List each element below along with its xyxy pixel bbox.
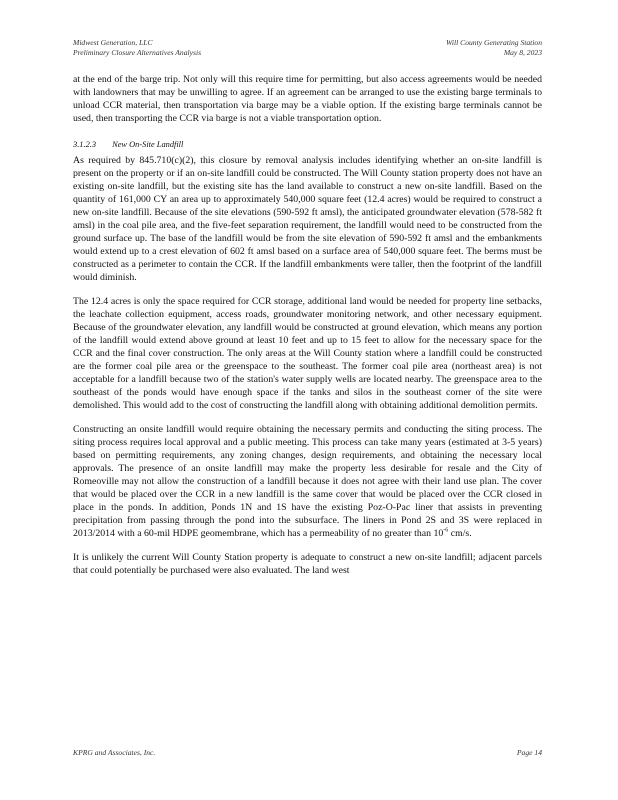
section-number: 3.1.2.3	[73, 140, 97, 149]
section-heading	[73, 138, 542, 151]
exponent: -6	[443, 527, 449, 534]
header-report-title: Preliminary Closure Alternatives Analysis	[73, 48, 202, 57]
paragraph-permitting-unit: cm/s.	[448, 528, 472, 539]
document-body	[73, 73, 542, 588]
header-company: Midwest Generation, LLC	[73, 38, 153, 47]
header-right	[446, 38, 542, 58]
header-left	[73, 38, 201, 58]
paragraph-onsite-landfill: As required by 845.710(c)(2), this closure by removal analysis includes identifying whether an on-site landfill is present on the property or if an on-site landfill could be constructed. The Will County station property does not have an existing on-site landfill, but the existing site has the land available to construct a new on-site landfill. Based on the quantity of 161,000 CY an area up to approximately 540,000 square feet (12.4 acres) would be required to construct a new on-site landfill. Because of the site elevations (590-592 ft amsl), the anticipated groundwater elevation (578-582 ft amsl) in the coal pile area, and the five-feet separation requirement, the landfill would need to be constructed from the ground surface up. The base of the landfill would be from the site elevation of 590-592 ft amsl and the embankments would extend up to a crest elevation of 602 ft amsl based on a surface area of 540,000 square feet. The berms must be constructed as a perimeter to contain the CCR. If the landfill embankments were taller, then the footprint of the landfill would diminish.	[73, 155, 542, 283]
paragraph-adjacent-parcels: It is unlikely the current Will County Station property is adequate to construct a new on-site landfill; adjacent parcels that could potentially be purchased were also evaluated. The land west	[73, 552, 542, 576]
page-number: Page 14	[516, 748, 542, 757]
paragraph-permitting	[73, 423, 542, 540]
section-title: New On-Site Landfill	[112, 140, 184, 149]
paragraph-permitting-text: Constructing an onsite landfill would require obtaining the necessary permits and conducting the siting process. The siting process requires local approval and a public meeting. This process can take many years (estimated at 3-5 years) based on permitting requirements, any zoning changes, design requirements, and obtaining the necessary local approvals. The presence of an onsite landfill may make the property less desirable for resale and the City of Romeoville may not allow the construction of a landfill because it does not agree with their land use plan. The cover that would be placed over the CCR in a new landfill is the same cover that would be placed over the CCR closed in place in the ponds. In addition, Ponds 1N and 1S have the existing Poz-O-Pac liner that assists in preventing precipitation from passing through the pond into the subsurface. The liners in Pond 2S and 3S were replaced in 2013/2014 with a 60-mil HDPE geomembrane, which has a permeability of no greater than 10	[73, 424, 542, 539]
header-date: May 8, 2023	[503, 48, 542, 57]
paragraph-intro: at the end of the barge trip. Not only will this require time for permitting, but also access agreements would be needed with landowners that may be unwilling to agree. If an agreement can be arranged to use the existing barge terminals to unload CCR material, then transportation via barge may be a viable option. If the existing barge terminals cannot be used, then transporting the CCR via barge is not a viable transportation option.	[73, 74, 542, 124]
header-station: Will County Generating Station	[446, 38, 542, 47]
footer-company: KPRG and Associates, Inc.	[73, 748, 156, 757]
paragraph-land-requirements: The 12.4 acres is only the space required for CCR storage, additional land would be needed for property line setbacks, the leachate collection equipment, access roads, groundwater monitoring network, and other necessary equipment. Because of the groundwater elevation, any landfill would be constructed at ground elevation, which means any portion of the landfill would extend above ground at least 10 feet and up to 15 feet to allow for the necessary space for the CCR and the final cover construction. The only areas at the Will County station where a landfill could be constructed are the former coal pile area or the greenspace to the southeast. The former coal pile area (northeast area) is not acceptable for a landfill because two of the station's water supply wells are located nearby. The greenspace area to the southeast of the ponds would have enough space if the tanks and silos in the southeast corner of the site were demolished. This would add to the cost of constructing the landfill along with obtaining additional demolition permits.	[73, 296, 542, 411]
